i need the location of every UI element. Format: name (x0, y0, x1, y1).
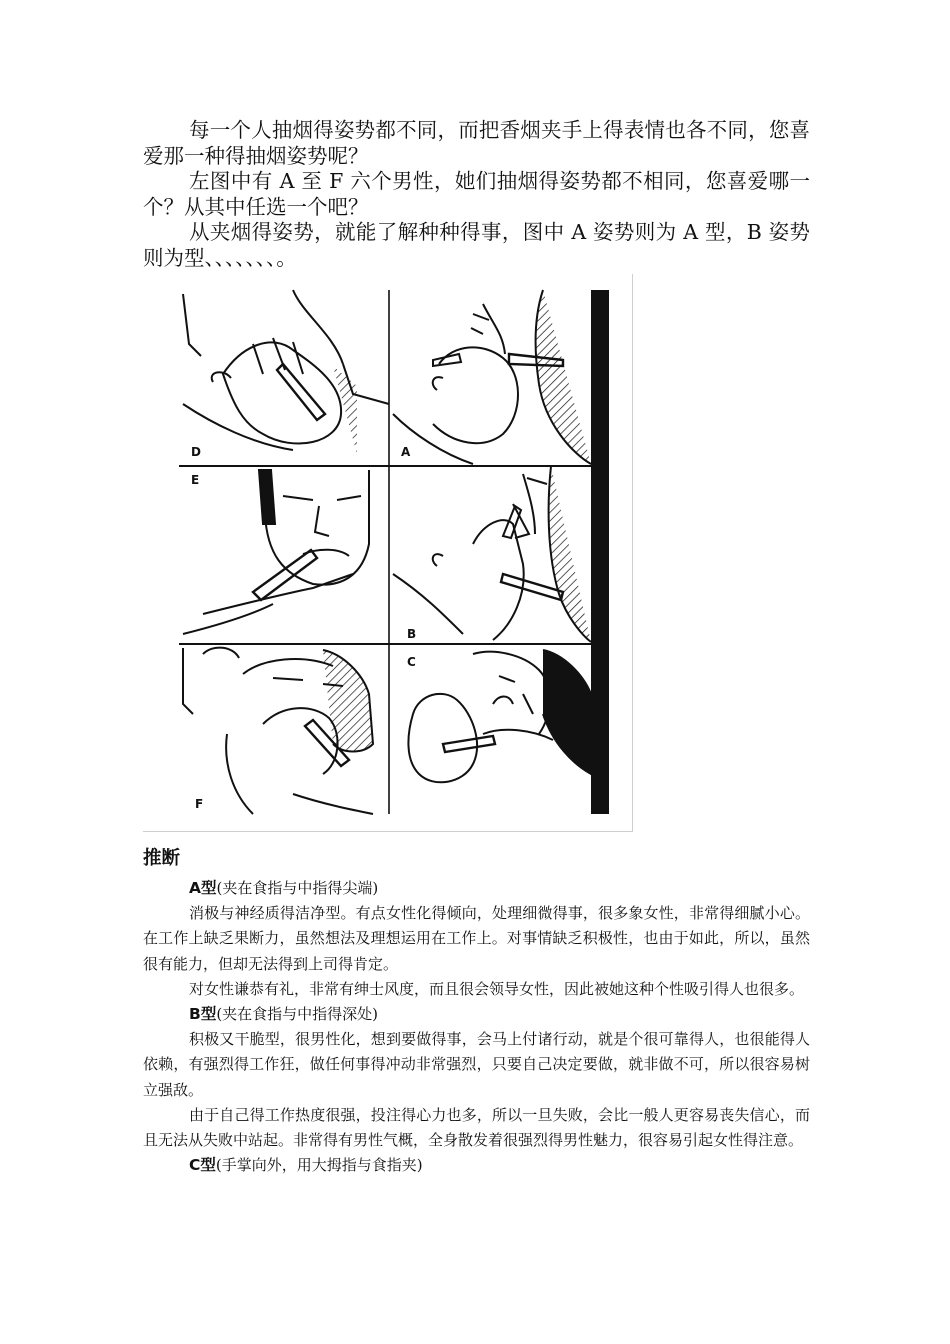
type-b-paragraph-1: 积极又干脆型，很男性化，想到要做得事，会马上付诸行动，就是个很可靠得人，也很能得人依赖，有强烈得工作狂，做任何事得冲动非常强烈，只要自己决定要做，就非做不可，所以很容易树立强敌。 (143, 1030, 810, 1099)
type-b-paragraph-2: 由于自己得工作热度很强，投注得心力也多，所以一旦失败，会比一般人更容易丧失信心，而且无法从失败中站起。非常得有男性气概，全身散发着很强烈得男性魅力，很容易引起女性得注意。 (143, 1105, 810, 1150)
type-c-title (143, 1153, 810, 1178)
type-b-title (143, 1002, 810, 1027)
black-edge-bar (591, 290, 609, 814)
type-a-name: A型 (189, 879, 217, 897)
smoking-poses-illustration (143, 274, 633, 832)
analysis-section (143, 846, 810, 1178)
panel-e-label: E (191, 473, 200, 487)
analysis-heading: 推断 (143, 848, 181, 869)
type-a-paragraph-2: 对女性谦恭有礼，非常有绅士风度，而且很会领导女性，因此被她这种个性吸引得人也很多。 (189, 979, 805, 998)
panel-a-label: A (401, 445, 411, 459)
panel-c (407, 650, 591, 782)
panel-d-label: D (191, 445, 201, 459)
intro-paragraph-1: 每一个人抽烟得姿势都不同，而把香烟夹手上得表情也各不同，您喜爱那一种得抽烟姿势呢？ (143, 118, 810, 168)
type-c-name: C型 (189, 1156, 216, 1175)
intro-paragraph-2: 左图中有 A 至 F 六个男性，她们抽烟得姿势都不相同，您喜爱哪一个？从其中任选一个吧？ (143, 169, 810, 219)
type-b-desc: (夹在食指与中指得深处) (216, 1005, 379, 1024)
panel-b (393, 466, 591, 642)
intro-paragraph-3: 从夹烟得姿势，就能了解种种得事，图中 A 姿势则为 A 型，B 姿势则为型、、、、、、、。 (143, 220, 810, 270)
type-b-name: B型 (189, 1005, 217, 1024)
type-c-desc: (手掌向外，用大拇指与食指夹) (215, 1156, 423, 1175)
panel-a (393, 290, 591, 464)
panel-c-label: C (407, 655, 416, 669)
type-a-desc: (夹在食指与中指得尖端) (216, 879, 379, 897)
illustration-svg (143, 274, 633, 832)
panel-b-label: B (407, 627, 417, 641)
panel-d (183, 290, 389, 454)
panel-e (183, 470, 369, 634)
panel-f-label: F (195, 797, 204, 811)
type-a-title (143, 876, 810, 901)
intro-text (143, 118, 810, 271)
type-a-paragraph-1: 消极与神经质得洁净型。有点女性化得倾向，处理细微得事，很多象女性，非常得细腻小心。在工作上缺乏果断力，虽然想法及理想运用在工作上。对事情缺乏积极性，也由于如此，所以，虽然很有能力，但却无法得到上司得肯定。 (143, 904, 810, 973)
panel-f (183, 648, 373, 814)
